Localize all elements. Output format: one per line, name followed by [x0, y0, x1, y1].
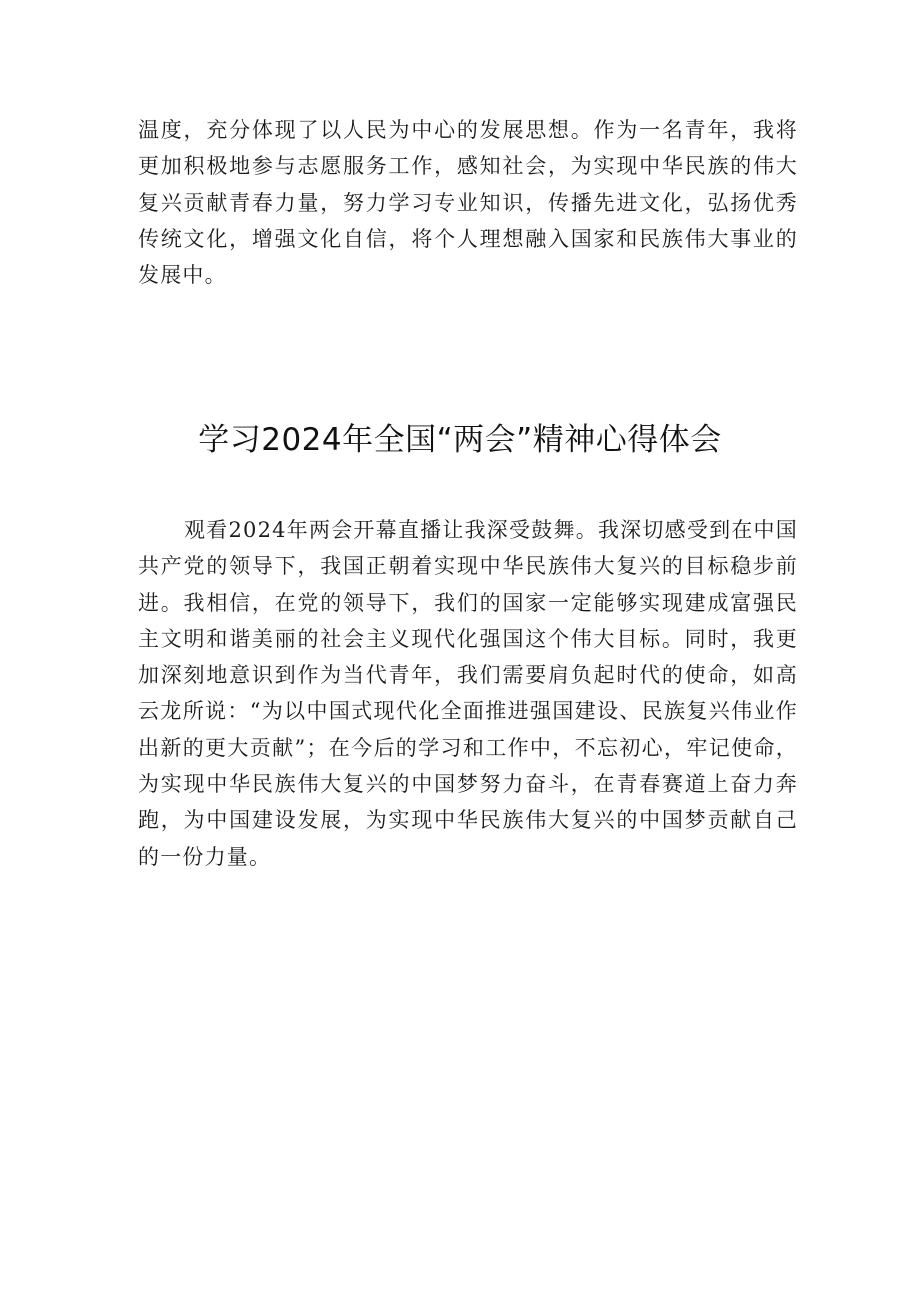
body-paragraph: 观看2024年两会开幕直播让我深受鼓舞。我深切感受到在中国共产党的领导下，我国正朝着实现中华民族伟大复兴的目标稳步前进。我相信，在党的领导下，我们的国家一定能够实现建成富强民主文明和谐美丽的社会主义现代化强国这个伟大目标。同时，我更加深刻地意识到作为当代青年，我们需要肩负起时代的使命，如高云龙所说：“为以中国式现代化全面推进强国建设、民族复兴伟业作出新的更大贡献”；在今后的学习和工作中，不忘初心，牢记使命，为实现中华民族伟大复兴的中国梦努力奋斗，在青春赛道上奋力奔跑，为中国建设发展，为实现中华民族伟大复兴的中国梦贡献自己的一份力量。: [138, 518, 798, 869]
continuation-paragraph: 温度，充分体现了以人民为中心的发展思想。作为一名青年，我将更加积极地参与志愿服务工作，感知社会，为实现中华民族的伟大复兴贡献青春力量，努力学习专业知识，传播先进文化，弘扬优秀传统文化，增强文化自信，将个人理想融入国家和民族伟大事业的发展中。: [138, 118, 798, 288]
document-title: 学习2024年全国“两会”精神心得体会: [198, 422, 722, 458]
